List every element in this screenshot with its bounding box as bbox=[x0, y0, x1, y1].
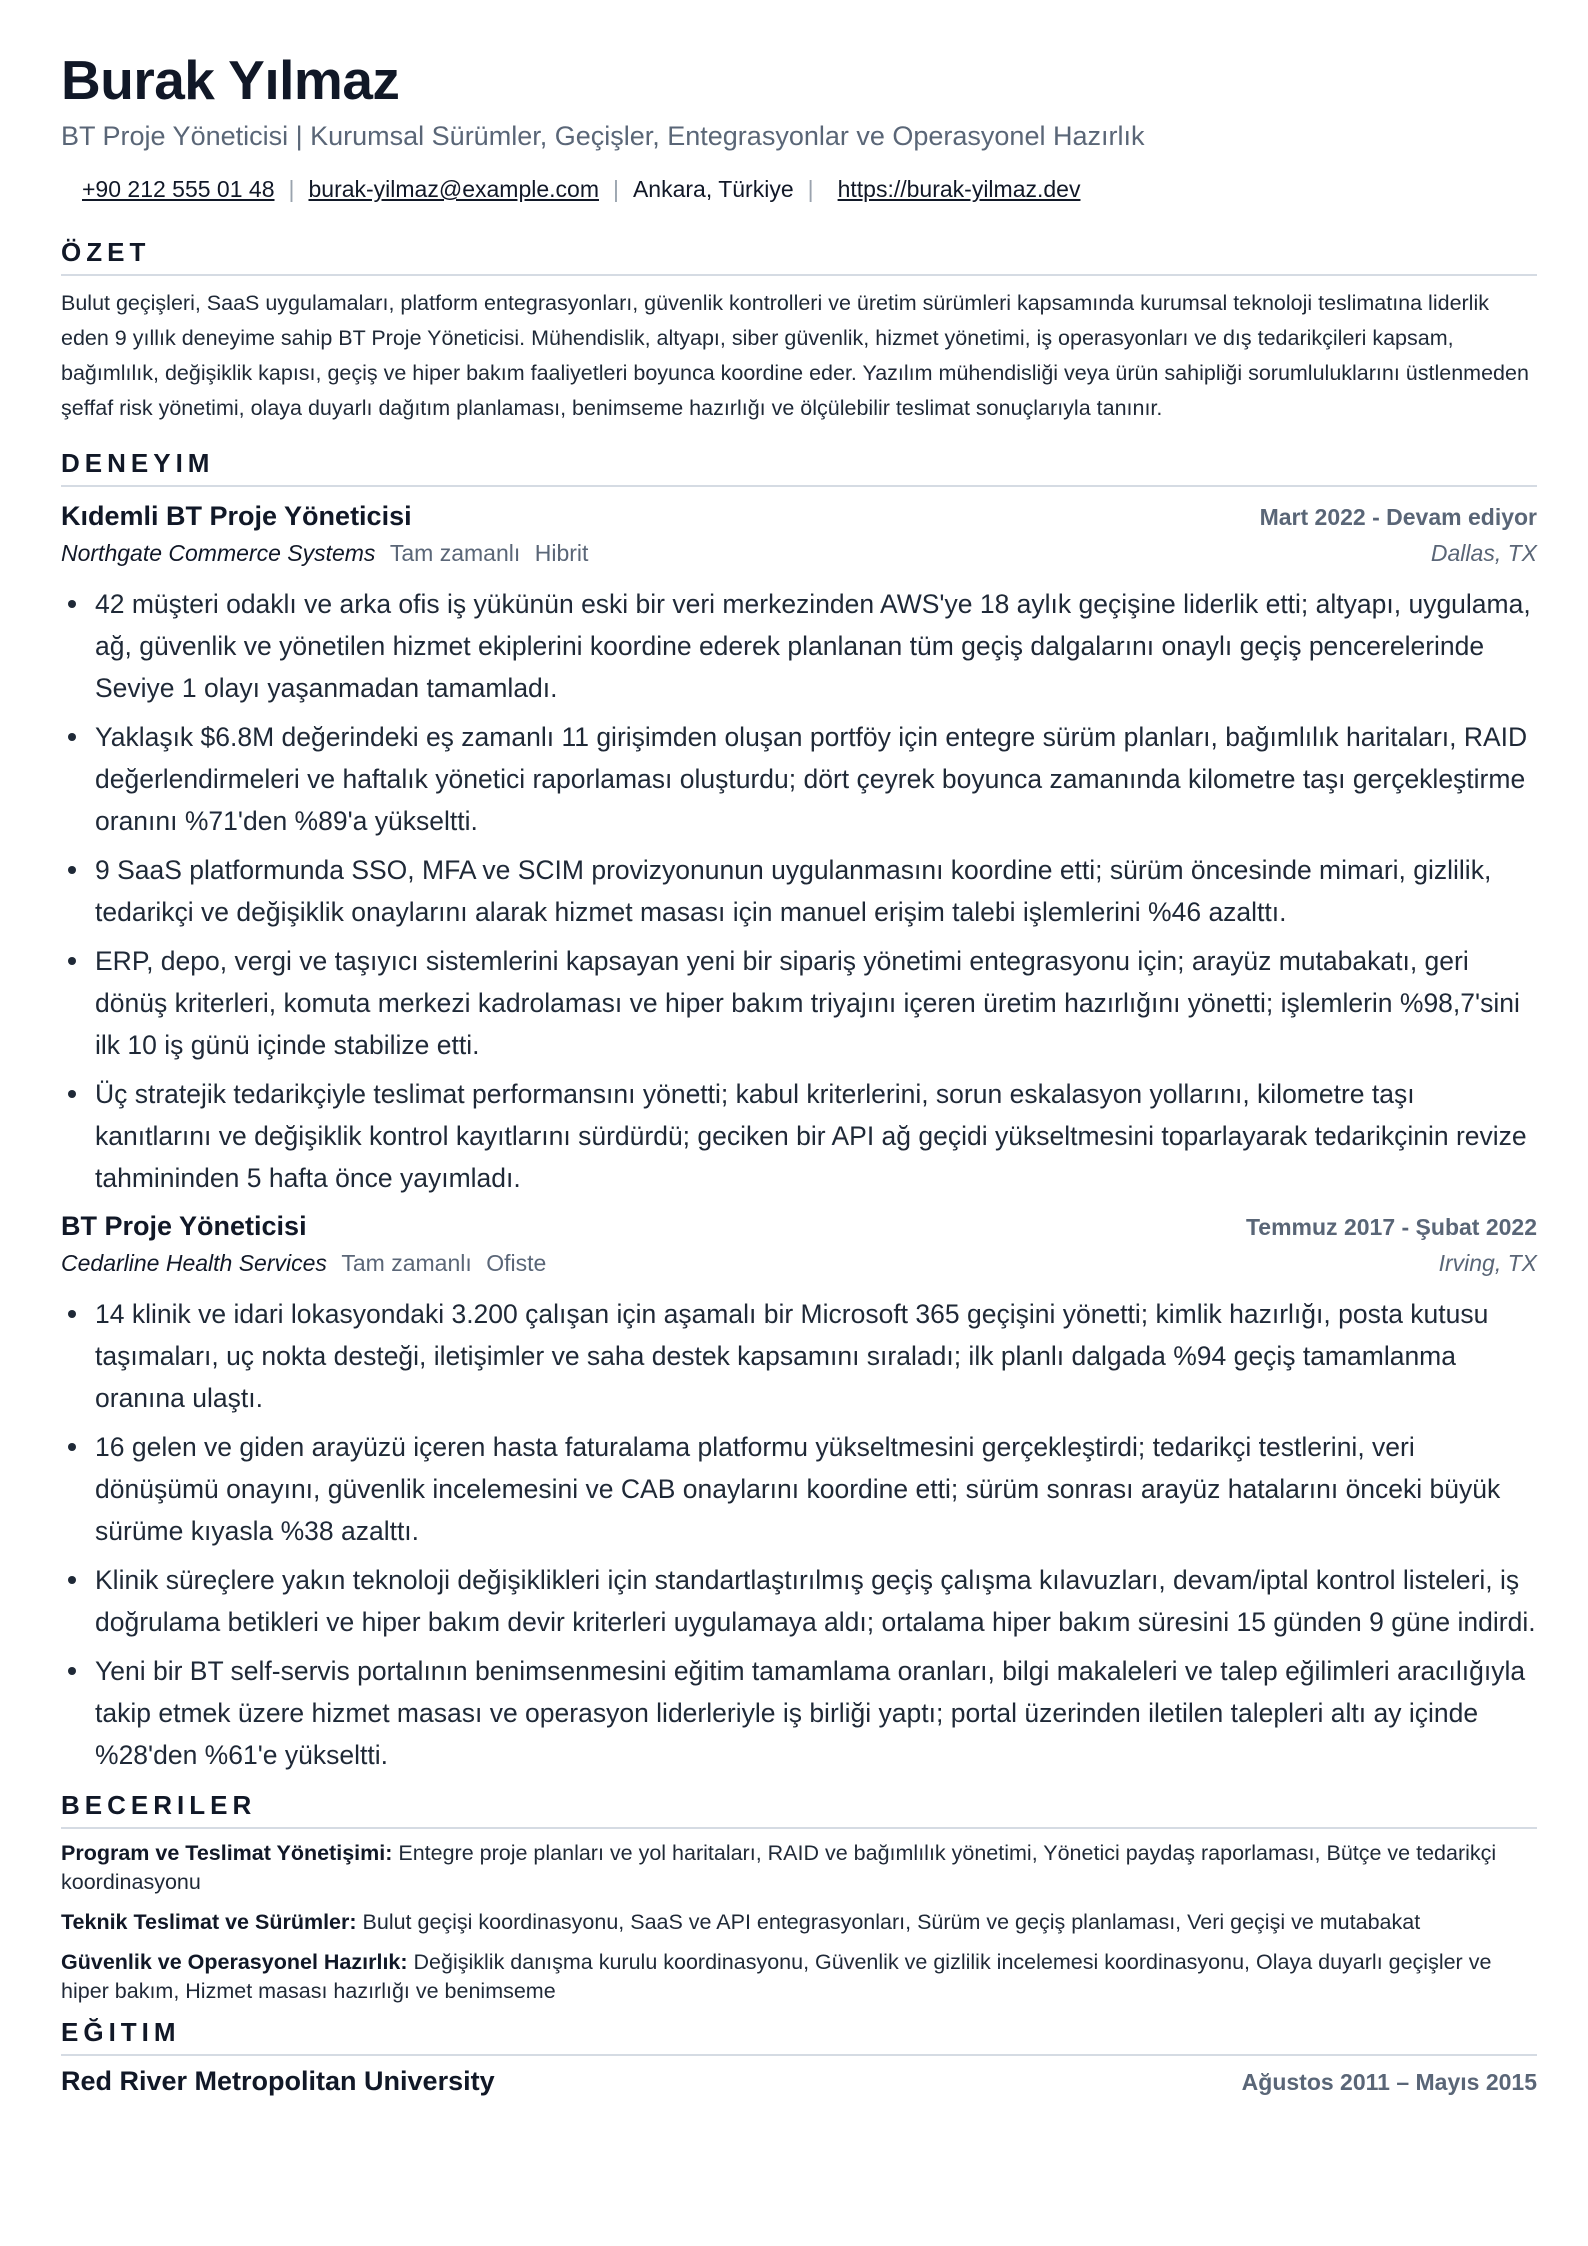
headline: BT Proje Yöneticisi | Kurumsal Sürümler, Geçişler, Entegrasyonlar ve Operasyonel Hazırlık bbox=[61, 120, 1145, 151]
skill-group-label: Program ve Teslimat Yönetişimi: bbox=[61, 1841, 393, 1866]
education-entry bbox=[61, 2066, 1537, 2097]
skill-group bbox=[61, 1839, 1537, 1897]
bullet-item: 42 müşteri odaklı ve arka ofis iş yükünün eski bir veri merkezinden AWS'ye 18 aylık geçişine liderlik etti; altyapı, uygulama, ağ, güvenlik ve yönetilen hizmet ekiplerini koordine ederek planlanan tüm geçiş dalgalarını onaylı geçiş pencerelerinde Seviye 1 olayı yaşanmadan tamamladı. bbox=[95, 583, 1537, 709]
skill-group bbox=[61, 1908, 1537, 1937]
school-name: Red River Metropolitan University bbox=[61, 2066, 495, 2097]
resume-page bbox=[61, 49, 1537, 2097]
contact-bar bbox=[61, 176, 1537, 203]
email-link[interactable]: burak-yilmaz@example.com bbox=[308, 176, 599, 203]
job-location: Dallas, TX bbox=[1430, 540, 1537, 567]
bullet-item: 16 gelen ve giden arayüzü içeren hasta faturalama platformu yükseltmesini gerçekleştirdi; tedarikçi testlerini, veri dönüşümü onayını, güvenlik incelemesini ve CAB onaylarını koordine etti; sürüm sonrası arayüz hatalarını önceki büyük sürüme kıyasla %38 azalttı. bbox=[95, 1426, 1537, 1552]
bullet-item: Yeni bir BT self-servis portalının benimsenmesini eğitim tamamlama oranları, bilgi makaleleri ve talep eğilimleri aracılığıyla takip etmek üzere hizmet masası ve operasyon liderleriyle iş birliği yaptı; portal üzerinden iletilen talepleri altı ay içinde %28'den %61'e yükseltti. bbox=[95, 1650, 1537, 1776]
separator: | bbox=[288, 176, 295, 203]
skill-group bbox=[61, 1948, 1537, 2006]
bullet-item: Üç stratejik tedarikçiyle teslimat performansını yönetti; kabul kriterlerini, sorun eskalasyon yollarını, kilometre taşı kanıtlarını ve değişiklik kontrol kayıtlarını sürdürdü; geciken bir API ağ geçidi yükseltmesini toparlayarak tedarikçinin revize tahmininden 5 hafta önce yayımladı. bbox=[95, 1073, 1537, 1199]
summary-text: Bulut geçişleri, SaaS uygulamaları, platform entegrasyonları, güvenlik kontrolleri ve üretim sürümleri kapsamında kurumsal teknoloji teslimatına liderlik eden 9 yıllık deneyime sahip BT Proje Yöneticisi. Mühendislik, altyapı, siber güvenlik, hizmet yönetimi, iş operasyonları ve dış tedarikçileri kapsam, bağımlılık, değişiklik kapısı, geçiş ve hiper bakım faaliyetleri boyunca koordine eder. Yazılım mühendisliği veya ürün sahipliği sorumluluklarını üstlenmeden şeffaf risk yönetimi, olaya duyarlı dağıtım planlaması, benimseme hazırlığı ve ölçülebilir teslimat sonuçlarıyla tanınır. bbox=[61, 291, 1529, 421]
company-name: Northgate Commerce Systems bbox=[61, 540, 376, 567]
experience-section bbox=[61, 448, 1537, 1776]
location-text: Ankara, Türkiye bbox=[632, 176, 794, 203]
job-bullets bbox=[61, 583, 1537, 1199]
job-location: Irving, TX bbox=[1438, 1250, 1537, 1277]
skills-section bbox=[61, 1790, 1537, 2006]
company-name: Cedarline Health Services bbox=[61, 1250, 327, 1277]
section-title-summary: ÖZET bbox=[61, 237, 1537, 276]
skill-group-text: Bulut geçişi koordinasyonu, SaaS ve API entegrasyonları, Sürüm ve geçiş planlaması, Veri geçişi ve mutabakat bbox=[362, 1910, 1421, 1935]
employment-type: Tam zamanlı bbox=[341, 1250, 472, 1277]
education-section bbox=[61, 2017, 1537, 2097]
candidate-name: Burak Yılmaz bbox=[61, 49, 400, 111]
section-title-skills: BECERILER bbox=[61, 1790, 1537, 1829]
skill-group-text: Entegre proje planları ve yol haritaları, RAID ve bağımlılık yönetimi, Yönetici paydaş raporlaması, Bütçe ve tedarikçi koordinasyonu bbox=[61, 1841, 1497, 1895]
job-dates: Temmuz 2017 - Şubat 2022 bbox=[1245, 1214, 1537, 1241]
bullet-item: ERP, depo, vergi ve taşıyıcı sistemlerini kapsayan yeni bir sipariş yönetimi entegrasyonu için; arayüz mutabakatı, geri dönüş kriterleri, komuta merkezi kadrolaması ve hiper bakım triyajını içeren üretim hazırlığını yönetti; işlemlerin %98,7'sini ilk 10 iş günü içinde stabilize etti. bbox=[95, 940, 1537, 1066]
section-title-experience: DENEYIM bbox=[61, 448, 1537, 487]
website-link[interactable]: https://burak-yilmaz.dev bbox=[837, 176, 1081, 203]
skill-group-label: Güvenlik ve Operasyonel Hazırlık: bbox=[61, 1950, 408, 1975]
job-title: BT Proje Yöneticisi bbox=[61, 1211, 307, 1242]
summary-section bbox=[61, 237, 1537, 426]
separator: | bbox=[807, 176, 814, 203]
employment-type: Tam zamanlı bbox=[389, 540, 521, 567]
phone-link[interactable]: +90 212 555 01 48 bbox=[82, 176, 275, 203]
work-mode: Hibrit bbox=[534, 540, 589, 567]
education-dates: Ağustos 2011 – Mayıs 2015 bbox=[1241, 2069, 1537, 2096]
separator: | bbox=[612, 176, 619, 203]
job-title: Kıdemli BT Proje Yöneticisi bbox=[61, 501, 412, 532]
bullet-item: 9 SaaS platformunda SSO, MFA ve SCIM provizyonunun uygulanmasını koordine etti; sürüm öncesinde mimari, gizlilik, tedarikçi ve değişiklik onaylarını alarak hizmet masası için manuel erişim talebi işlemlerini %46 azalttı. bbox=[95, 849, 1537, 933]
job-entry bbox=[61, 501, 1537, 1199]
bullet-item: Klinik süreçlere yakın teknoloji değişiklikleri için standartlaştırılmış geçiş çalışma kılavuzları, devam/iptal kontrol listeleri, iş doğrulama betikleri ve hiper bakım devir kriterleri uygulamaya aldı; ortalama hiper bakım süresini 15 günden 9 güne indirdi. bbox=[95, 1559, 1537, 1643]
work-mode: Ofiste bbox=[486, 1250, 547, 1277]
skills-list bbox=[61, 1839, 1537, 2006]
bullet-item: 14 klinik ve idari lokasyondaki 3.200 çalışan için aşamalı bir Microsoft 365 geçişini yönetti; kimlik hazırlığı, posta kutusu taşımaları, uç nokta desteği, iletişimler ve saha destek kapsamını sıraladı; ilk planlı dalgada %94 geçiş tamamlanma oranına ulaştı. bbox=[95, 1293, 1537, 1419]
skill-group-label: Teknik Teslimat ve Sürümler: bbox=[61, 1910, 357, 1935]
job-dates: Mart 2022 - Devam ediyor bbox=[1259, 504, 1537, 531]
section-title-education: EĞITIM bbox=[61, 2017, 1537, 2056]
bullet-item: Yaklaşık $6.8M değerindeki eş zamanlı 11 girişimden oluşan portföy için entegre sürüm planları, bağımlılık haritaları, RAID değerlendirmeleri ve haftalık yönetici raporlaması oluşturdu; dört çeyrek boyunca zamanında kilometre taşı gerçekleştirme oranını %71'den %89'a yükseltti. bbox=[95, 716, 1537, 842]
skill-group-text: Değişiklik danışma kurulu koordinasyonu, Güvenlik ve gizlilik incelemesi koordinasyonu, Olaya duyarlı geçişler ve hiper bakım, Hizmet masası hazırlığı ve benimseme bbox=[61, 1950, 1492, 2004]
job-bullets bbox=[61, 1293, 1537, 1776]
job-entry bbox=[61, 1211, 1537, 1776]
